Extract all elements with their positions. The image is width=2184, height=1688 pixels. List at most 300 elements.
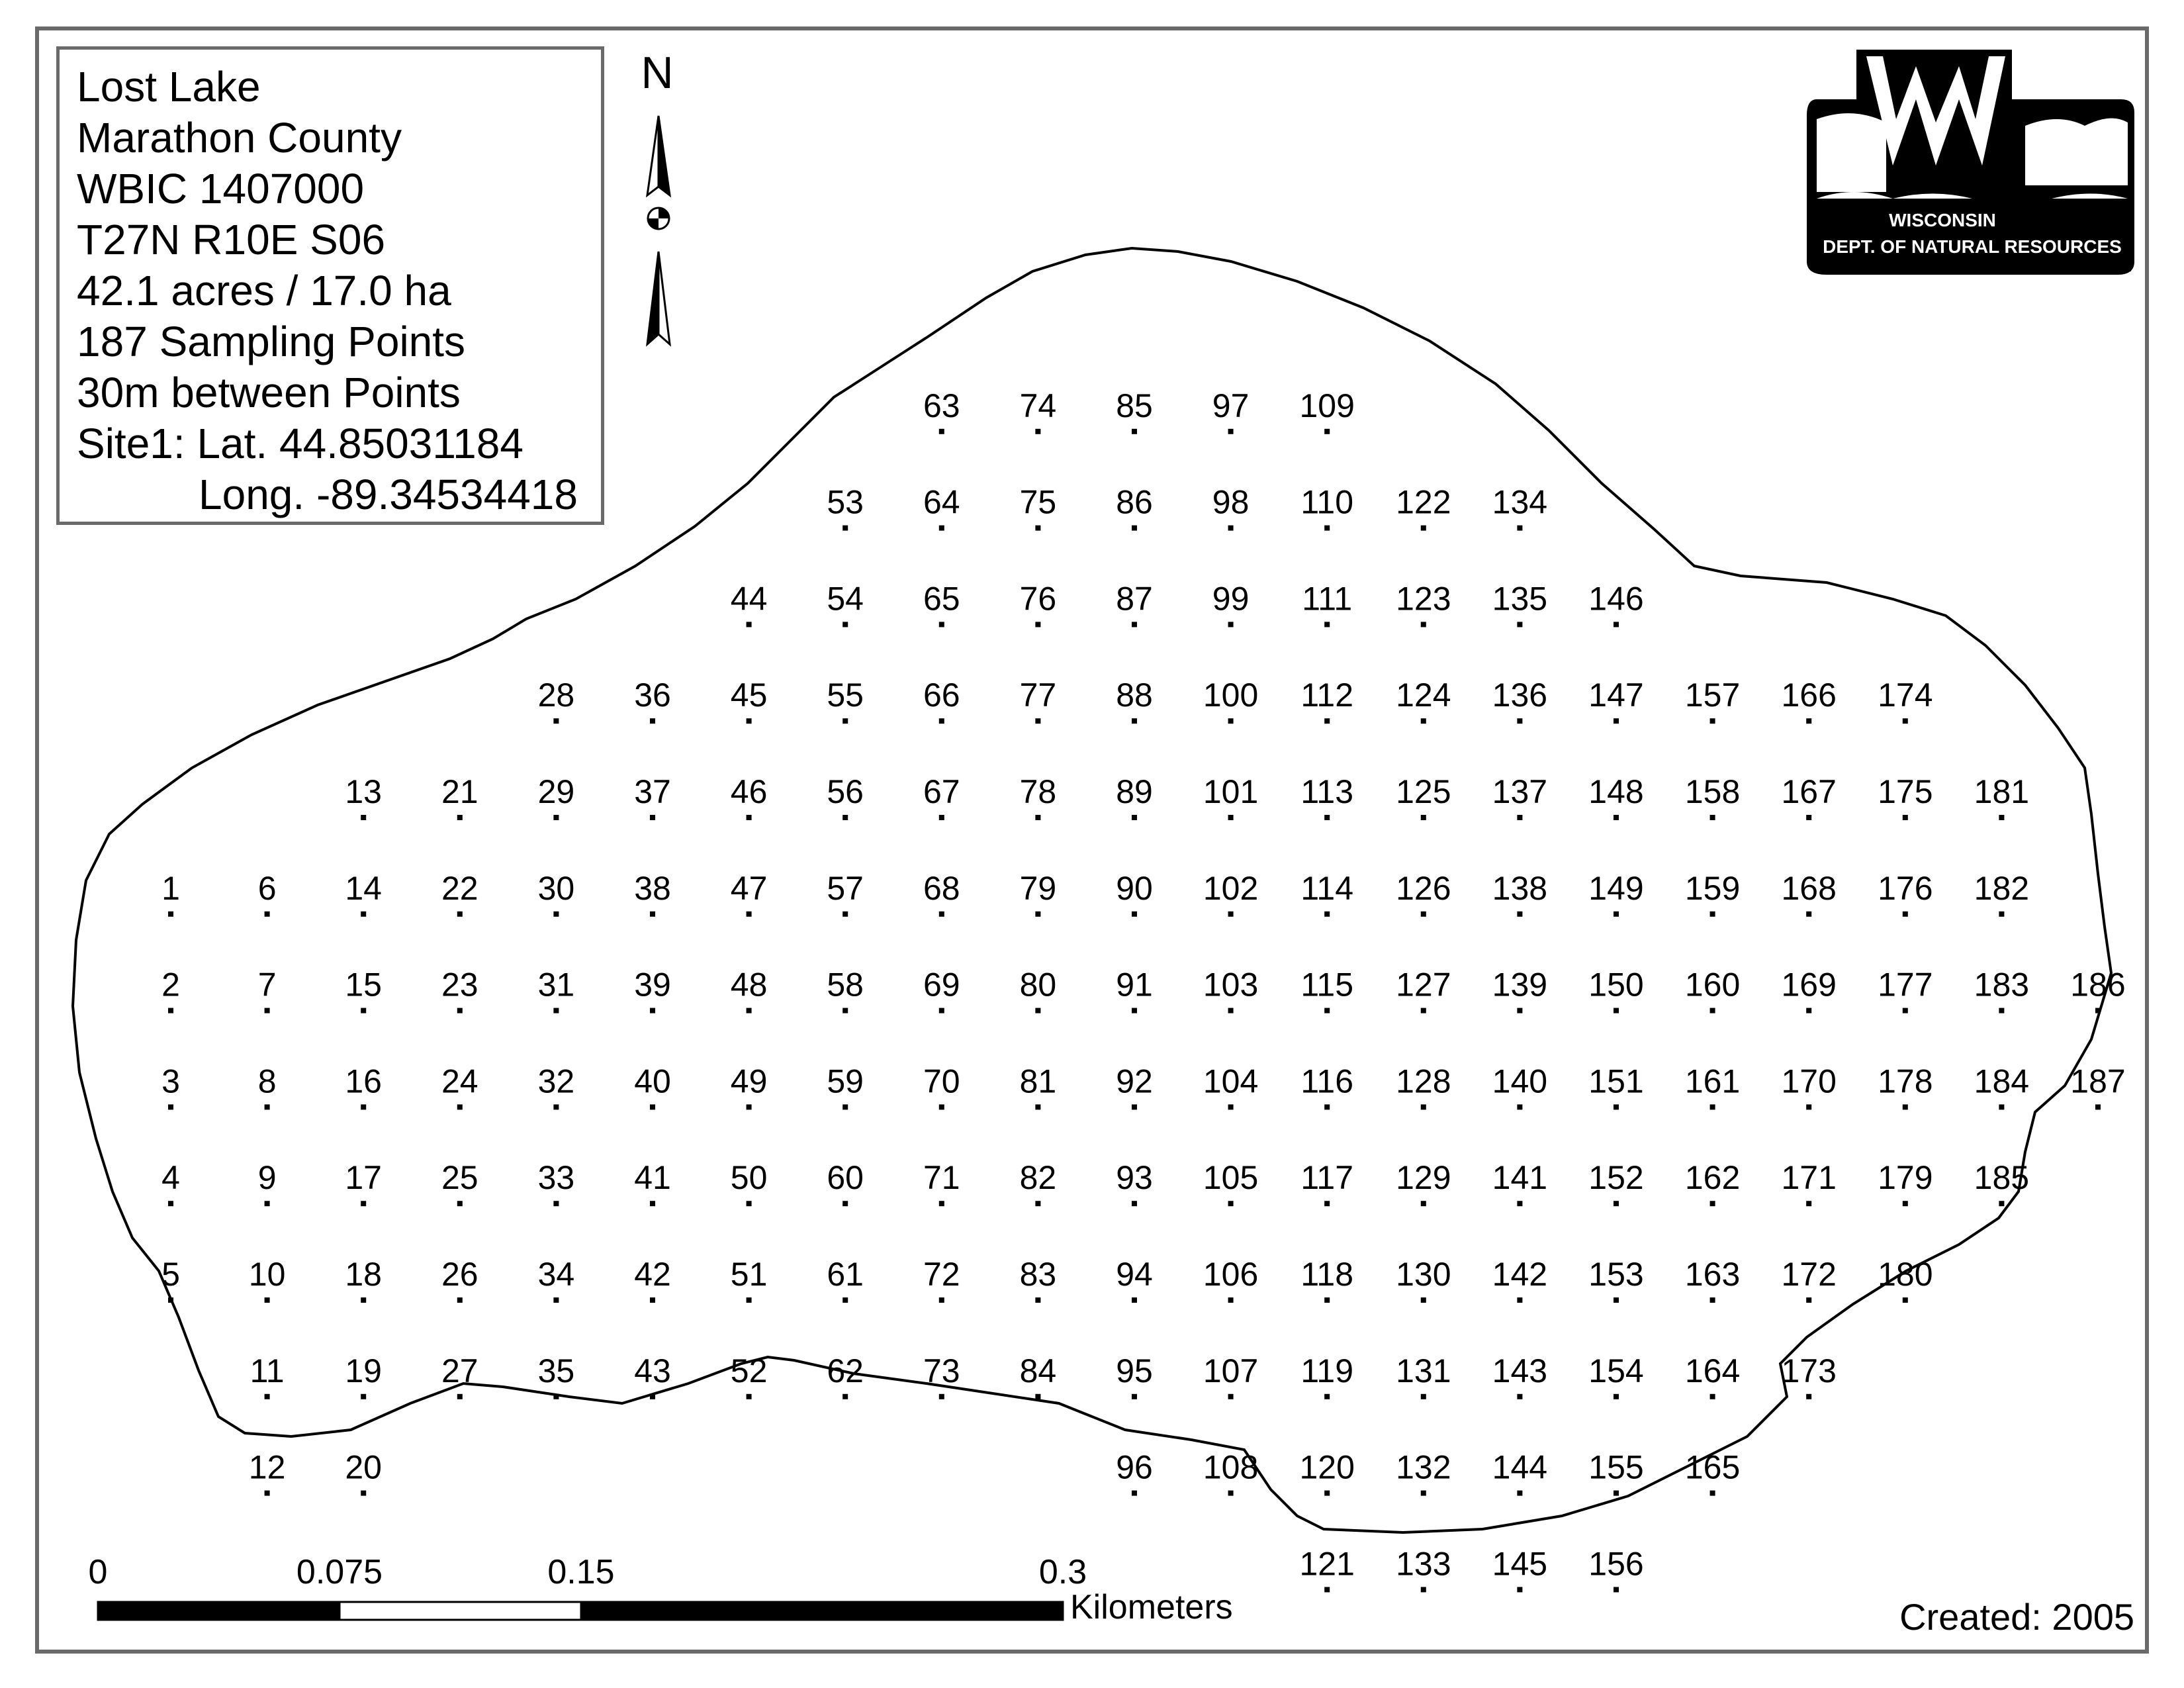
sampling-point-label: 186 bbox=[2070, 966, 2126, 1004]
sampling-point-label: 147 bbox=[1588, 677, 1644, 714]
sampling-point-marker bbox=[939, 1008, 944, 1013]
sampling-point-marker bbox=[1132, 1394, 1137, 1399]
sampling-point-marker bbox=[1324, 526, 1330, 531]
scale-tick-0: 0 bbox=[88, 1553, 108, 1591]
sampling-point-marker bbox=[1903, 1008, 1908, 1013]
sampling-point-label: 83 bbox=[1019, 1256, 1057, 1293]
sampling-point-marker bbox=[1228, 912, 1234, 917]
sampling-point-marker bbox=[265, 1297, 270, 1303]
sampling-point-label: 183 bbox=[1974, 966, 2030, 1004]
sampling-point-label: 187 bbox=[2070, 1062, 2126, 1100]
sampling-point-marker bbox=[457, 1394, 463, 1399]
sampling-point-marker bbox=[747, 1394, 752, 1399]
sampling-point-marker bbox=[1517, 1008, 1522, 1013]
sampling-point-label: 55 bbox=[827, 677, 864, 714]
sampling-point-marker bbox=[361, 1394, 366, 1399]
sampling-point-label: 185 bbox=[1974, 1159, 2030, 1197]
sampling-point-marker bbox=[650, 1008, 655, 1013]
sampling-point-label: 167 bbox=[1781, 773, 1837, 810]
sampling-point-marker bbox=[1228, 1394, 1234, 1399]
sampling-point-label: 57 bbox=[827, 869, 864, 907]
site1-long: Long. -89.34534418 bbox=[199, 471, 578, 518]
sampling-point-marker bbox=[1228, 1297, 1234, 1303]
sampling-point-marker bbox=[1421, 1104, 1426, 1109]
sampling-point-marker bbox=[1614, 718, 1619, 724]
sampling-point-marker bbox=[939, 912, 944, 917]
sampling-point-marker bbox=[1710, 1491, 1715, 1496]
lake-name: Lost Lake bbox=[77, 63, 261, 111]
sampling-point-marker bbox=[842, 1394, 848, 1399]
sampling-point-marker bbox=[939, 622, 944, 627]
sampling-point-label: 86 bbox=[1116, 483, 1153, 521]
sampling-point-marker bbox=[939, 1201, 944, 1206]
point-count: 187 Sampling Points bbox=[77, 318, 466, 365]
sampling-point-label: 2 bbox=[161, 966, 180, 1004]
sampling-point-marker bbox=[168, 1008, 173, 1013]
sampling-point-label: 7 bbox=[257, 966, 277, 1004]
sampling-point-marker bbox=[1903, 718, 1908, 724]
sampling-point-label: 87 bbox=[1116, 580, 1153, 618]
sampling-point-marker bbox=[1614, 622, 1619, 627]
sampling-point-label: 47 bbox=[730, 869, 768, 907]
sampling-point-label: 31 bbox=[537, 966, 575, 1004]
sampling-point-marker bbox=[650, 1394, 655, 1399]
sampling-point-marker bbox=[842, 815, 848, 820]
township-range: T27N R10E S06 bbox=[77, 216, 386, 263]
sampling-point-marker bbox=[1132, 1201, 1137, 1206]
sampling-point-marker bbox=[1421, 815, 1426, 820]
sampling-point-label: 66 bbox=[923, 677, 960, 714]
sampling-points bbox=[161, 387, 2126, 1593]
sampling-point-marker bbox=[361, 1008, 366, 1013]
sampling-point-label: 120 bbox=[1299, 1448, 1355, 1486]
sampling-point-marker bbox=[265, 1394, 270, 1399]
sampling-point-marker bbox=[1324, 1491, 1330, 1496]
sampling-point-label: 121 bbox=[1299, 1545, 1355, 1583]
sampling-point-marker bbox=[553, 1008, 559, 1013]
sampling-point-label: 73 bbox=[923, 1352, 960, 1389]
sampling-point-marker bbox=[1710, 1201, 1715, 1206]
sampling-point-label: 140 bbox=[1492, 1062, 1548, 1100]
sampling-point-label: 131 bbox=[1396, 1352, 1451, 1389]
sampling-point-marker bbox=[1324, 1394, 1330, 1399]
sampling-point-label: 180 bbox=[1878, 1256, 1933, 1293]
sampling-point-marker bbox=[1035, 429, 1040, 434]
sampling-point-marker bbox=[1903, 1201, 1908, 1206]
sampling-point-label: 117 bbox=[1300, 1159, 1354, 1197]
sampling-point-marker bbox=[1324, 1201, 1330, 1206]
sampling-point-label: 110 bbox=[1300, 483, 1354, 521]
sampling-point-label: 122 bbox=[1396, 483, 1451, 521]
sampling-point-label: 184 bbox=[1974, 1062, 2030, 1100]
sampling-point-label: 58 bbox=[827, 966, 864, 1004]
sampling-point-marker bbox=[1806, 1008, 1811, 1013]
sampling-point-marker bbox=[1614, 1394, 1619, 1399]
sampling-point-marker bbox=[1132, 1297, 1137, 1303]
sampling-point-marker bbox=[2095, 1104, 2101, 1109]
sampling-point-marker bbox=[842, 526, 848, 531]
sampling-point-label: 24 bbox=[441, 1062, 478, 1100]
sampling-point-label: 143 bbox=[1492, 1352, 1548, 1389]
sampling-point-marker bbox=[1421, 1297, 1426, 1303]
sampling-point-label: 84 bbox=[1019, 1352, 1057, 1389]
sampling-point-label: 89 bbox=[1116, 773, 1153, 810]
sampling-point-marker bbox=[457, 912, 463, 917]
sampling-point-label: 65 bbox=[923, 580, 960, 618]
sampling-point-label: 75 bbox=[1019, 483, 1057, 521]
scale-tick-1: 0.075 bbox=[296, 1553, 383, 1591]
sampling-point-marker bbox=[1517, 1394, 1522, 1399]
sampling-point-label: 173 bbox=[1781, 1352, 1837, 1389]
sampling-point-label: 170 bbox=[1781, 1062, 1837, 1100]
sampling-point-label: 80 bbox=[1019, 966, 1057, 1004]
sampling-point-label: 37 bbox=[634, 773, 671, 810]
sampling-point-label: 93 bbox=[1116, 1159, 1153, 1197]
sampling-point-label: 67 bbox=[923, 773, 960, 810]
scale-tick-2: 0.15 bbox=[547, 1553, 615, 1591]
sampling-point-label: 1 bbox=[161, 869, 180, 907]
sampling-point-marker bbox=[747, 912, 752, 917]
sampling-point-marker bbox=[1228, 718, 1234, 724]
scale-unit: Kilometers bbox=[1070, 1588, 1233, 1626]
sampling-point-label: 123 bbox=[1396, 580, 1451, 618]
sampling-point-label: 98 bbox=[1212, 483, 1250, 521]
sampling-point-marker bbox=[747, 622, 752, 627]
sampling-point-marker bbox=[1132, 1104, 1137, 1109]
sampling-point-label: 4 bbox=[161, 1159, 180, 1197]
sampling-point-label: 97 bbox=[1212, 387, 1250, 424]
sampling-point-label: 153 bbox=[1588, 1256, 1644, 1293]
sampling-point-label: 52 bbox=[730, 1352, 768, 1389]
sampling-point-marker bbox=[747, 718, 752, 724]
sampling-point-marker bbox=[1614, 1104, 1619, 1109]
sampling-point-marker bbox=[939, 815, 944, 820]
sampling-point-label: 14 bbox=[345, 869, 383, 907]
sampling-point-label: 142 bbox=[1492, 1256, 1548, 1293]
sampling-point-label: 163 bbox=[1684, 1256, 1741, 1293]
sampling-point-label: 179 bbox=[1878, 1159, 1933, 1197]
sampling-point-marker bbox=[1614, 1587, 1619, 1592]
sampling-point-label: 168 bbox=[1781, 869, 1837, 907]
sampling-point-marker bbox=[457, 1008, 463, 1013]
sampling-point-label: 135 bbox=[1492, 580, 1548, 618]
sampling-point-label: 40 bbox=[634, 1062, 671, 1100]
sampling-point-marker bbox=[747, 1104, 752, 1109]
sampling-point-label: 162 bbox=[1684, 1159, 1741, 1197]
sampling-point-label: 101 bbox=[1203, 773, 1259, 810]
sampling-point-marker bbox=[1614, 912, 1619, 917]
sampling-point-marker bbox=[1324, 1297, 1330, 1303]
sampling-point-label: 113 bbox=[1300, 773, 1354, 810]
sampling-point-label: 25 bbox=[441, 1159, 478, 1197]
sampling-point-marker bbox=[1132, 622, 1137, 627]
sampling-point-marker bbox=[265, 1491, 270, 1496]
sampling-point-marker bbox=[1035, 815, 1040, 820]
sampling-point-label: 38 bbox=[634, 869, 671, 907]
sampling-point-label: 165 bbox=[1684, 1448, 1741, 1486]
sampling-point-label: 28 bbox=[537, 677, 575, 714]
sampling-point-marker bbox=[1806, 912, 1811, 917]
sampling-point-label: 9 bbox=[257, 1159, 277, 1197]
sampling-point-label: 48 bbox=[730, 966, 768, 1004]
sampling-point-label: 49 bbox=[730, 1062, 768, 1100]
sampling-point-marker bbox=[650, 1297, 655, 1303]
sampling-point-marker bbox=[1614, 1008, 1619, 1013]
sampling-point-marker bbox=[1806, 1297, 1811, 1303]
sampling-point-marker bbox=[2095, 1008, 2101, 1013]
sampling-point-marker bbox=[361, 1297, 366, 1303]
scale-tick-3: 0.3 bbox=[1038, 1553, 1087, 1591]
sampling-point-marker bbox=[553, 718, 559, 724]
sampling-point-marker bbox=[1132, 912, 1137, 917]
sampling-point-label: 81 bbox=[1019, 1062, 1057, 1100]
sampling-point-label: 43 bbox=[634, 1352, 671, 1389]
sampling-point-marker bbox=[1806, 1394, 1811, 1399]
sampling-point-label: 105 bbox=[1203, 1159, 1259, 1197]
sampling-point-marker bbox=[1614, 1297, 1619, 1303]
sampling-point-marker bbox=[553, 1104, 559, 1109]
sampling-point-label: 96 bbox=[1116, 1448, 1153, 1486]
sampling-point-marker bbox=[1035, 1394, 1040, 1399]
sampling-point-label: 23 bbox=[441, 966, 478, 1004]
sampling-point-marker bbox=[1517, 1201, 1522, 1206]
sampling-point-marker bbox=[361, 912, 366, 917]
sampling-point-label: 85 bbox=[1116, 387, 1153, 424]
sampling-point-label: 151 bbox=[1588, 1062, 1644, 1100]
sampling-point-label: 90 bbox=[1116, 869, 1153, 907]
sampling-point-marker bbox=[1324, 622, 1330, 627]
sampling-point-label: 172 bbox=[1781, 1256, 1837, 1293]
sampling-point-marker bbox=[1903, 912, 1908, 917]
sampling-point-label: 26 bbox=[441, 1256, 478, 1293]
sampling-point-marker bbox=[939, 1394, 944, 1399]
sampling-point-marker bbox=[1324, 912, 1330, 917]
sampling-point-marker bbox=[1132, 429, 1137, 434]
sampling-point-marker bbox=[1035, 1104, 1040, 1109]
sampling-point-marker bbox=[1517, 912, 1522, 917]
sampling-point-label: 44 bbox=[730, 580, 768, 618]
sampling-point-marker bbox=[457, 815, 463, 820]
sampling-point-label: 159 bbox=[1684, 869, 1741, 907]
sampling-point-label: 82 bbox=[1019, 1159, 1057, 1197]
sampling-point-marker bbox=[553, 1394, 559, 1399]
lake-info-box bbox=[56, 46, 604, 525]
sampling-point-label: 176 bbox=[1878, 869, 1933, 907]
sampling-point-label: 106 bbox=[1203, 1256, 1259, 1293]
sampling-point-label: 8 bbox=[257, 1062, 277, 1100]
sampling-point-marker bbox=[168, 912, 173, 917]
sampling-point-label: 64 bbox=[923, 483, 960, 521]
sampling-point-marker bbox=[1324, 1104, 1330, 1109]
sampling-point-label: 133 bbox=[1396, 1545, 1451, 1583]
sampling-point-marker bbox=[1614, 815, 1619, 820]
sampling-point-label: 156 bbox=[1588, 1545, 1644, 1583]
sampling-point-label: 68 bbox=[923, 869, 960, 907]
area: 42.1 acres / 17.0 ha bbox=[77, 267, 451, 314]
sampling-point-label: 39 bbox=[634, 966, 671, 1004]
sampling-point-marker bbox=[650, 815, 655, 820]
north-label: N bbox=[641, 48, 674, 98]
sampling-point-marker bbox=[1903, 1104, 1908, 1109]
sampling-point-label: 102 bbox=[1203, 869, 1259, 907]
sampling-point-label: 99 bbox=[1212, 580, 1250, 618]
sampling-point-marker bbox=[168, 1201, 173, 1206]
sampling-point-marker bbox=[1710, 1297, 1715, 1303]
sampling-point-marker bbox=[1035, 622, 1040, 627]
sampling-point-label: 138 bbox=[1492, 869, 1548, 907]
sampling-point-label: 160 bbox=[1684, 966, 1741, 1004]
sampling-point-label: 95 bbox=[1116, 1352, 1153, 1389]
sampling-point-marker bbox=[1806, 1201, 1811, 1206]
sampling-point-marker bbox=[1421, 1008, 1426, 1013]
sampling-point-marker bbox=[1324, 1587, 1330, 1592]
sampling-point-marker bbox=[1228, 429, 1234, 434]
sampling-point-marker bbox=[842, 1008, 848, 1013]
sampling-point-marker bbox=[747, 815, 752, 820]
logo-line-2: DEPT. OF NATURAL RESOURCES bbox=[1823, 236, 2122, 257]
sampling-point-marker bbox=[1903, 1297, 1908, 1303]
sampling-point-label: 45 bbox=[730, 677, 768, 714]
sampling-point-marker bbox=[939, 526, 944, 531]
sampling-point-label: 155 bbox=[1588, 1448, 1644, 1486]
sampling-point-marker bbox=[842, 1201, 848, 1206]
sampling-point-marker bbox=[1421, 526, 1426, 531]
sampling-point-marker bbox=[1517, 526, 1522, 531]
sampling-point-label: 63 bbox=[923, 387, 960, 424]
sampling-point-label: 5 bbox=[161, 1256, 180, 1293]
sampling-point-marker bbox=[265, 1201, 270, 1206]
sampling-point-label: 125 bbox=[1396, 773, 1451, 810]
sampling-point-marker bbox=[1517, 718, 1522, 724]
sampling-point-label: 158 bbox=[1684, 773, 1741, 810]
sampling-point-marker bbox=[1806, 718, 1811, 724]
sampling-point-marker bbox=[1421, 622, 1426, 627]
sampling-point-label: 51 bbox=[730, 1256, 768, 1293]
sampling-point-marker bbox=[1710, 1104, 1715, 1109]
sampling-point-marker bbox=[1132, 526, 1137, 531]
sampling-point-label: 169 bbox=[1781, 966, 1837, 1004]
logo-line-1: WISCONSIN bbox=[1889, 210, 1996, 230]
sampling-point-label: 171 bbox=[1781, 1159, 1837, 1197]
sampling-point-marker bbox=[1999, 912, 2004, 917]
county: Marathon County bbox=[77, 114, 402, 162]
sampling-point-marker bbox=[168, 1297, 173, 1303]
sampling-point-marker bbox=[747, 1201, 752, 1206]
sampling-point-marker bbox=[747, 1008, 752, 1013]
sampling-point-marker bbox=[168, 1104, 173, 1109]
sampling-point-marker bbox=[1999, 1008, 2004, 1013]
sampling-point-marker bbox=[361, 1104, 366, 1109]
sampling-point-label: 139 bbox=[1492, 966, 1548, 1004]
sampling-point-label: 46 bbox=[730, 773, 768, 810]
sampling-point-label: 157 bbox=[1684, 677, 1741, 714]
sampling-point-label: 42 bbox=[634, 1256, 671, 1293]
sampling-point-label: 10 bbox=[248, 1256, 286, 1293]
sampling-point-marker bbox=[553, 1297, 559, 1303]
sampling-point-label: 29 bbox=[537, 773, 575, 810]
sampling-point-marker bbox=[265, 912, 270, 917]
sampling-point-label: 33 bbox=[537, 1159, 575, 1197]
sampling-point-marker bbox=[1324, 1008, 1330, 1013]
sampling-point-label: 12 bbox=[248, 1448, 286, 1486]
sampling-point-label: 177 bbox=[1878, 966, 1933, 1004]
sampling-point-marker bbox=[842, 912, 848, 917]
sampling-point-marker bbox=[1421, 1587, 1426, 1592]
sampling-point-marker bbox=[457, 1297, 463, 1303]
sampling-point-marker bbox=[842, 622, 848, 627]
sampling-point-label: 137 bbox=[1492, 773, 1548, 810]
sampling-point-label: 109 bbox=[1299, 387, 1355, 424]
sampling-point-marker bbox=[1517, 1104, 1522, 1109]
sampling-point-label: 174 bbox=[1878, 677, 1933, 714]
sampling-point-marker bbox=[1806, 815, 1811, 820]
sampling-point-label: 115 bbox=[1300, 966, 1354, 1004]
sampling-point-label: 92 bbox=[1116, 1062, 1153, 1100]
sampling-point-marker bbox=[1421, 1491, 1426, 1496]
sampling-point-marker bbox=[1228, 526, 1234, 531]
sampling-point-label: 35 bbox=[537, 1352, 575, 1389]
sampling-point-label: 21 bbox=[441, 773, 478, 810]
sampling-point-label: 56 bbox=[827, 773, 864, 810]
sampling-point-marker bbox=[457, 1201, 463, 1206]
sampling-point-label: 150 bbox=[1588, 966, 1644, 1004]
sampling-point-marker bbox=[842, 718, 848, 724]
sampling-point-label: 70 bbox=[923, 1062, 960, 1100]
sampling-point-label: 76 bbox=[1019, 580, 1057, 618]
sampling-point-label: 59 bbox=[827, 1062, 864, 1100]
sampling-point-label: 62 bbox=[827, 1352, 864, 1389]
sampling-point-label: 79 bbox=[1019, 869, 1057, 907]
sampling-point-marker bbox=[650, 718, 655, 724]
north-arrow-icon bbox=[641, 48, 673, 344]
sampling-point-label: 111 bbox=[1302, 580, 1353, 618]
wdnr-logo bbox=[1807, 50, 2134, 275]
sampling-point-marker bbox=[1710, 1008, 1715, 1013]
sampling-point-label: 181 bbox=[1974, 773, 2030, 810]
sampling-point-marker bbox=[1999, 1201, 2004, 1206]
sampling-point-label: 6 bbox=[257, 869, 277, 907]
sampling-point-label: 78 bbox=[1019, 773, 1057, 810]
sampling-point-marker bbox=[747, 1297, 752, 1303]
sampling-point-label: 30 bbox=[537, 869, 575, 907]
sampling-point-label: 119 bbox=[1300, 1352, 1354, 1389]
sampling-point-marker bbox=[265, 1008, 270, 1013]
sampling-point-marker bbox=[1517, 815, 1522, 820]
sampling-point-marker bbox=[1614, 1201, 1619, 1206]
sampling-point-marker bbox=[1035, 1297, 1040, 1303]
sampling-point-marker bbox=[361, 1491, 366, 1496]
sampling-point-label: 53 bbox=[827, 483, 864, 521]
sampling-point-marker bbox=[1035, 718, 1040, 724]
sampling-point-marker bbox=[939, 718, 944, 724]
sampling-point-marker bbox=[1324, 815, 1330, 820]
sampling-point-label: 148 bbox=[1588, 773, 1644, 810]
sampling-point-marker bbox=[650, 1104, 655, 1109]
sampling-point-label: 116 bbox=[1300, 1062, 1354, 1100]
sampling-point-label: 69 bbox=[923, 966, 960, 1004]
sampling-point-label: 3 bbox=[161, 1062, 180, 1100]
sampling-point-marker bbox=[1132, 718, 1137, 724]
sampling-point-label: 103 bbox=[1203, 966, 1259, 1004]
sampling-point-label: 34 bbox=[537, 1256, 575, 1293]
sampling-point-marker bbox=[1903, 815, 1908, 820]
created-date: Created: 2005 bbox=[1899, 1596, 2134, 1638]
sampling-point-label: 61 bbox=[827, 1256, 864, 1293]
sampling-point-label: 132 bbox=[1396, 1448, 1451, 1486]
sampling-point-marker bbox=[1421, 1201, 1426, 1206]
sampling-point-marker bbox=[1035, 1201, 1040, 1206]
sampling-point-marker bbox=[1324, 429, 1330, 434]
